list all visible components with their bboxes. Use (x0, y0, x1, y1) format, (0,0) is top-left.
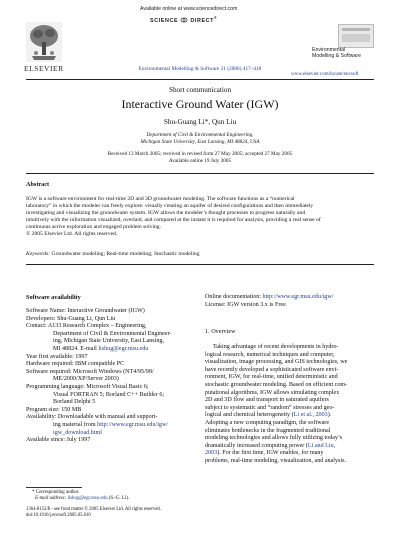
software-year: Year first available: 1997 (26, 353, 88, 360)
download-url-link[interactable]: http://www.egr.msu.edu/igw/ (97, 421, 169, 428)
citation-li-liu[interactable]: Li and Liu, (307, 442, 336, 449)
right-column-top (205, 294, 377, 309)
software-name: Software Name: Interactive Groundwater (IGW) (26, 308, 145, 314)
journal-cover-thumbnail (338, 24, 374, 48)
overview-body: Taking advantage of recent developments in hydro- logical research, numerical techniques and computer, visualization, image processing, and GIS technologies, we have recently developed a sophisticated software envi- ronment, IGW, for real-time, unified deterministic and stochastic groundwater modeling. Based on efficient com- putational algorithms, IGW allows simulating complex 2D and 3D flow and transport in saturated aquifers subject to systematic and “random” stresses and geo- logical and chemical heterogeneity (Li et al., 2003). Adopting a new computing paradigm, the software eliminates bottlenecks in the fragmented traditional modeling technologies and allows fully utilizing today’s dramatically increased computing power (Li and Liu, 2003). For the first time, IGW enables, for many problems, real-time modeling, visualization, and analysis. (205, 344, 348, 464)
software-programming-language: Programming language: Microsoft Visual Basic 6; Visual FORTRAN 5; Borland C++ Builder 6; Borland Delphi 5 (26, 383, 165, 406)
keywords-line: Keywords: Groundwater modeling; Real-time modeling; Stochastic modeling (26, 251, 200, 257)
available-online-text: Available online at www.sciencedirect.com (140, 6, 238, 12)
header-rule (26, 79, 374, 80)
sciencedirect-logo: SCIENCE DIRECT® (150, 16, 218, 24)
section-label: Short communication (168, 86, 232, 94)
journal-url-link[interactable]: www.elsevier.com/locate/envsoft (291, 71, 359, 77)
software-availability-heading: Software availability (26, 294, 81, 301)
software-required: Software required: Microsoft Windows (NT4/95/98/ ME/2000/XP/Server 2003) (26, 368, 154, 383)
sciencedirect-swirl-icon (180, 17, 188, 23)
software-availability-block (26, 308, 188, 445)
citation-li-liu-year[interactable]: 2003 (205, 450, 218, 457)
documentation-url-link[interactable]: http://www.egr.msu.edu/igw/ (262, 294, 334, 300)
abstract-top-rule (26, 173, 374, 174)
issn-doi: 1364-8152/$ - see front matter © 2005 Elsevier Ltd. All rights reserved. doi:10.1016/j.envsoft.2005.05.010 (26, 507, 161, 519)
citation-li-2003[interactable]: Li et al., 2003 (293, 412, 328, 419)
authors: Shu-Guang Li*, Qun Liu (163, 118, 237, 126)
affiliation: Department of Civil & Environmental Engineering, Michigan State University, East Lansing, MI 48824, USA (140, 132, 260, 145)
article-title: Interactive Ground Water (IGW) (121, 97, 279, 111)
download-url-link-cont[interactable]: igw_download.html (53, 429, 102, 436)
software-contact: Contact: A133 Research Complex – Engineering, Department of Civil & Environmental Engineer- ing, Michigan State University, East Lansing, MI 48824. E-mail lishug@egr.msu.edu (26, 323, 172, 352)
journal-citation: Environmental Modelling & Software 21 (2006) 417–418 (138, 66, 262, 72)
article-dates: Received 13 March 2005; received in revised form 27 May 2005; accepted 27 May 2005 Available online 19 July 2005 (107, 151, 293, 164)
abstract-body: IGW is a software environment for real-time 2D and 3D groundwater modeling. The software functions as a “numerical laboratory” in which the modeler can freely explore: visually creating an aquifer of desired configurations and then immediately investigating and visualizing the groundwater system. IGW allows the modeler’s thought processes to progress naturally and intuitively with the information visualized, overlaid, and compared at the instant it is required for analysis, providing a real sense of continuous active exploration and engaged problem solving. © 2005 Elsevier Ltd. All rights reserved. (26, 196, 374, 239)
software-size: Program size: 150 MB (26, 406, 82, 413)
software-developers: Developers: Shu-Guang Li, Qun Liu (26, 315, 116, 322)
elsevier-wordmark: ELSEVIER (24, 64, 64, 73)
footnote: * Corresponding author. E-mail address: lishug@egr.msu.edu (S.-G. Li). (32, 490, 130, 502)
overview-heading: 1. Overview (205, 328, 236, 335)
software-hardware: Hardware required: IBM compatible PC (26, 361, 125, 368)
online-documentation: Online documentation: http://www.egr.msu.edu/igw/ (205, 294, 334, 300)
abstract-heading: Abstract (26, 181, 50, 188)
footnote-email-link[interactable]: lishug@egr.msu.edu (67, 496, 108, 502)
footnote-rule (26, 487, 82, 488)
license: License: IGW version 3.x is Free (205, 301, 286, 308)
abstract-bottom-rule (26, 264, 374, 265)
journal-title: Environmental Modelling & Software (312, 47, 362, 60)
copyright-line: © 2005 Elsevier Ltd. All rights reserved. (26, 231, 118, 238)
software-available-since: Available since: July 1997 (26, 437, 91, 444)
software-availability: Availability: Downloadable with manual and support- ing material from http://www.egr.msu.edu/igw/ igw_download.html (26, 414, 169, 436)
contact-email-link[interactable]: lishug@egr.msu.edu (98, 345, 149, 352)
elsevier-tree-logo (26, 22, 62, 62)
